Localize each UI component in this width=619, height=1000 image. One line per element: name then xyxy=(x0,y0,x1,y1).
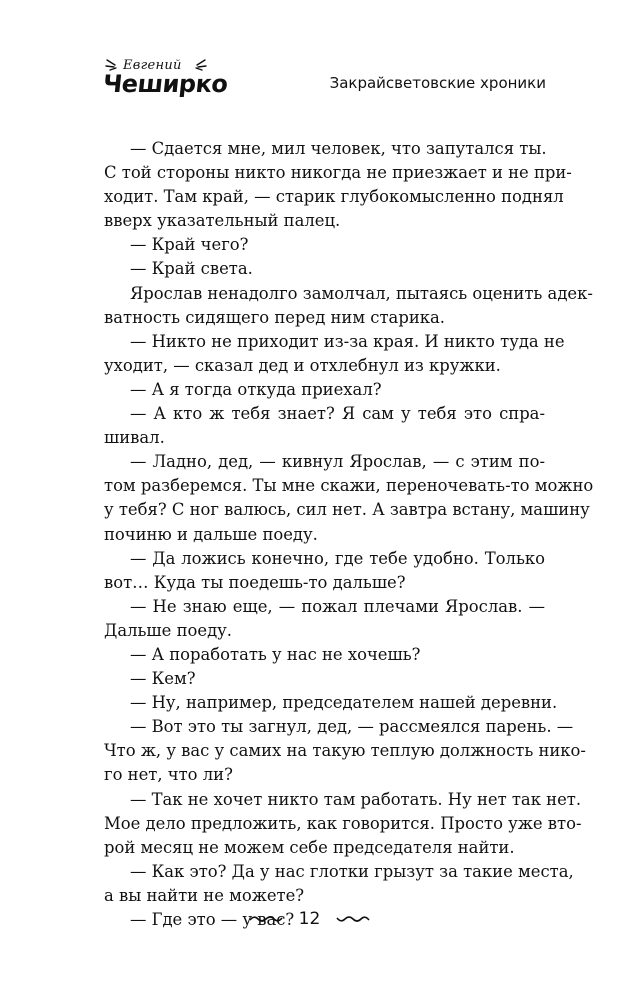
text-line: — Не знаю еще, — пожал плечами Ярослав. — xyxy=(130,596,545,616)
text-line: ватность сидящего перед ним старика. xyxy=(104,307,445,327)
text-line: вот… Куда ты поедешь-то дальше? xyxy=(104,572,406,592)
page-number: 12 xyxy=(298,909,321,929)
text-line: Мое дело предложить, как говорится. Просто уже вто- xyxy=(104,813,582,833)
text-line: — Как это? Да у нас глотки грызут за такие места, xyxy=(130,861,574,881)
wave-left-icon xyxy=(249,914,283,924)
text-line: у тебя? С ног валюсь, сил нет. А завтра встану, машину xyxy=(104,500,590,520)
text-line: — А поработать у нас не хочешь? xyxy=(130,644,421,664)
text-line: шивал. xyxy=(104,428,165,448)
text-line: — Да ложись конечно, где тебе удобно. Только xyxy=(130,548,545,568)
author-last-name: Чеширко xyxy=(101,70,229,98)
text-line: — Край света. xyxy=(130,259,253,279)
text-line: а вы найти не можете? xyxy=(104,885,305,905)
text-line: Дальше поеду. xyxy=(104,620,233,640)
text-line: — Никто не приходит из-за края. И никто туда не xyxy=(130,331,565,351)
text-line: — Так не хочет никто там работать. Ну нет так нет. xyxy=(130,789,582,809)
text-line: — Ладно, дед, — кивнул Ярослав, — с этим по- xyxy=(130,452,545,472)
text-line: — А кто ж тебя знает? Я сам у тебя это спра- xyxy=(130,404,545,424)
text-line: — Где это — у вас? xyxy=(130,910,295,929)
text-line: Ярослав ненадолго замолчал, пытаясь оценить адек- xyxy=(130,283,593,303)
wave-right-icon xyxy=(336,914,370,924)
text-line: Что ж, у вас у самих на такую теплую должность нико- xyxy=(104,741,586,761)
text-line: го нет, что ли? xyxy=(104,765,233,785)
text-line: вверх указательный палец. xyxy=(104,211,341,231)
text-line: — Край чего? xyxy=(130,235,249,255)
text-line: том разберемся. Ты мне скажи, переночевать-то можно xyxy=(104,476,594,496)
text-line: — Кем? xyxy=(130,669,196,689)
text-line: починю и дальше поеду. xyxy=(104,524,318,544)
text-line: С той стороны никто никогда не приезжает и не при- xyxy=(104,163,572,183)
text-line: — А я тогда откуда приехал? xyxy=(130,379,382,399)
text-line: ходит. Там край, — старик глубокомысленно поднял xyxy=(104,187,564,207)
page-footer xyxy=(0,909,619,929)
running-head-title: Закрайсветовские хроники xyxy=(329,74,546,92)
text-line: — Сдается мне, мил человек, что запутался ты. xyxy=(130,139,547,158)
text-line: рой месяц не можем себе председателя найти. xyxy=(104,837,515,857)
author-first-name: Евгений xyxy=(123,58,182,73)
body-text xyxy=(104,137,594,932)
text-line: — Ну, например, председателем нашей деревни. xyxy=(130,693,558,713)
text-line: — Вот это ты загнул, дед, — рассмеялся парень. — xyxy=(130,717,574,737)
text-line: уходит, — сказал дед и отхлебнул из кружки. xyxy=(104,355,501,375)
author-logo xyxy=(101,58,229,102)
